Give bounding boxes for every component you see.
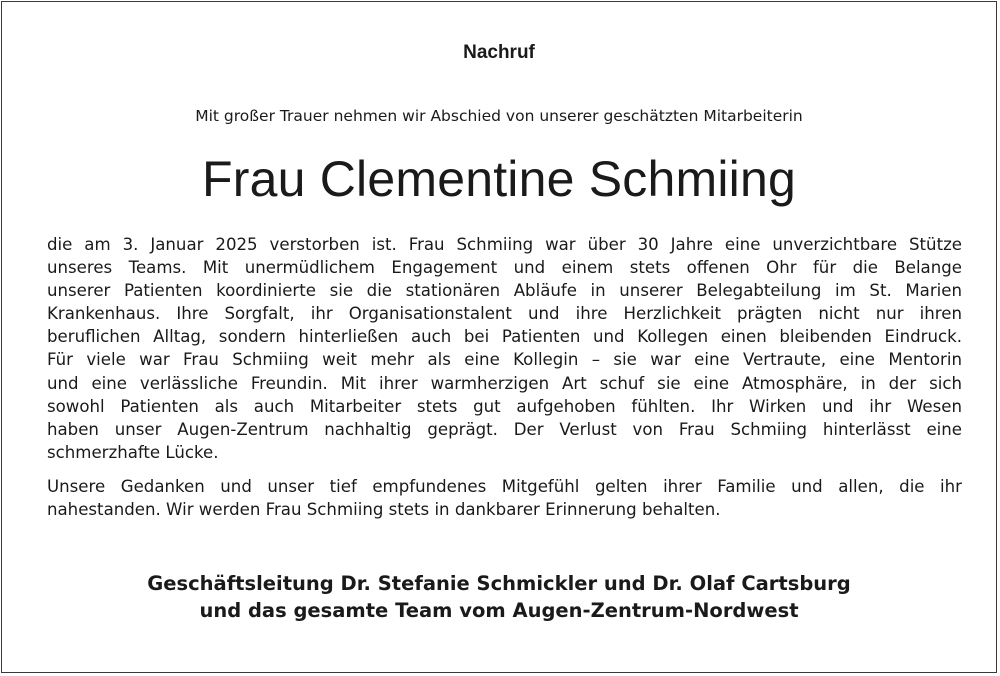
notice-heading: Nachruf	[463, 42, 535, 63]
body-line: unserer Patienten koordinierte sie die stationären Abläufe in unserer Belegabteilung im St. Marien	[47, 281, 962, 301]
body-line: die am 3. Januar 2025 verstorben ist. Frau Schmiing war über 30 Jahre eine unverzichtbare Stütze	[47, 235, 962, 254]
body-line: Für viele war Frau Schmiing weit mehr als eine Kollegin – sie war eine Vertraute, eine Mentorin	[47, 350, 962, 370]
paragraph-2	[47, 475, 962, 521]
signature-block	[2, 570, 996, 624]
body-line: Unsere Gedanken und unser tief empfundenes Mitgefühl gelten ihrer Familie und allen, die ihr	[47, 476, 962, 496]
body-line: Krankenhaus. Ihre Sorgfalt, ihr Organisationstalent und ihre Herzlichkeit prägten nicht nur ihren	[47, 304, 962, 324]
obituary-notice	[1, 1, 997, 673]
signature-line-1: Geschäftsleitung Dr. Stefanie Schmickler und Dr. Olaf Cartsburg	[147, 572, 851, 595]
body-line: haben unser Augen-Zentrum nachhaltig geprägt. Der Verlust von Frau Schmiing hinterlässt eine	[47, 419, 962, 439]
body-line: sowohl Patienten als auch Mitarbeiter stets gut aufgehoben fühlten. Ihr Wirken und ihr Wesen	[47, 396, 962, 416]
notice-body	[47, 233, 962, 521]
body-line: beruflichen Alltag, sondern hinterließen auch bei Patienten und Kollegen einen bleibenden Eindruck.	[47, 327, 962, 347]
body-line: nahestanden. Wir werden Frau Schmiing stets in dankbarer Erinnerung behalten.	[47, 500, 721, 520]
intro-line: Mit großer Trauer nehmen wir Abschied von unserer geschätzten Mitarbeiterin	[195, 107, 803, 125]
signature-line-2: und das gesamte Team vom Augen-Zentrum-Nordwest	[199, 599, 799, 622]
body-line: und eine verlässliche Freundin. Mit ihrer warmherzigen Art schuf sie eine Atmosphäre, in der sich	[47, 373, 962, 393]
body-line: schmerzhafte Lücke.	[47, 442, 219, 462]
paragraph-1	[47, 233, 962, 464]
deceased-name: Frau Clementine Schmiing	[202, 151, 796, 207]
body-line: unseres Teams. Mit unermüdlichem Engagement und einem stets offenen Ohr für die Belange	[47, 258, 962, 278]
